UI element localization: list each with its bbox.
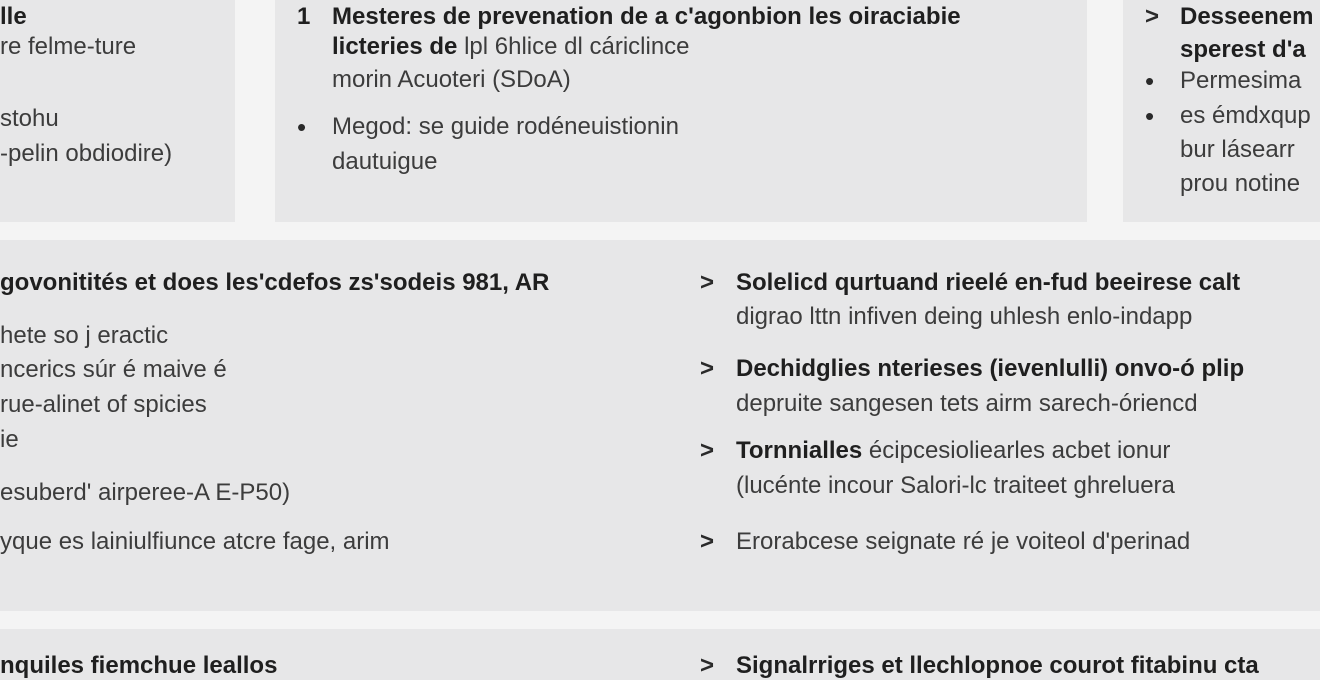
- top-right-card-title: Desseenem: [1180, 3, 1314, 30]
- bullet-text: es émdxqup: [1180, 102, 1311, 129]
- bullet-text: Megod: se guide rodéneuistionin: [332, 113, 679, 140]
- middle-section: [0, 240, 1320, 611]
- bullet-icon: •: [1145, 66, 1155, 96]
- top-left-card-line: -pelin obdiodire): [0, 140, 173, 167]
- bottom-right-title: Signalrriges et llechlopnoe courot fitabinu cta: [736, 652, 1259, 679]
- bullet-text: Permesima: [1180, 67, 1302, 94]
- chevron-right-icon: >: [700, 355, 715, 382]
- bottom-left-title: nquiles fiemchue leallos: [0, 652, 278, 679]
- bullet-icon: •: [297, 112, 307, 142]
- middle-left-line: yque es lainiulfiunce atcre fage, arim: [0, 528, 390, 555]
- bullet-icon: •: [1145, 101, 1155, 131]
- item-regular-part: écipcesioliearles acbet ionur: [862, 437, 1171, 464]
- top-right-card-title: sperest d'a: [1180, 36, 1306, 63]
- top-middle-card-title-line2: [332, 30, 690, 63]
- middle-left-line: esuberd' airperee-A E-P50): [0, 479, 291, 506]
- middle-left-line: hete so j eractic: [0, 322, 169, 349]
- middle-right-item-text: Erorabcese seignate ré je voiteol d'perinad: [736, 528, 1191, 555]
- middle-right-item-text: digrao lttn infiven deing uhlesh enlo-indapp: [736, 303, 1193, 330]
- bullet-text: bur lásearr: [1180, 136, 1295, 163]
- section-number: 1: [297, 3, 311, 30]
- chevron-right-icon: >: [700, 437, 715, 464]
- chevron-right-icon: >: [700, 269, 715, 296]
- middle-right-item-title: Dechidglies nterieses (ievenlulli) onvo-ó plip: [736, 355, 1245, 382]
- top-right-card: [1123, 0, 1320, 222]
- bullet-text: prou notine: [1180, 170, 1301, 197]
- top-left-card-line: stohu: [0, 105, 59, 132]
- middle-right-item-title: [736, 434, 1170, 467]
- middle-left-line: ie: [0, 426, 19, 453]
- bottom-section: [0, 629, 1320, 680]
- chevron-right-icon: >: [700, 652, 715, 679]
- item-bold-part: Tornnialles: [736, 437, 863, 464]
- top-left-card-line: re felme-ture: [0, 33, 137, 60]
- middle-right-item-title: Solelicd qurtuand rieelé en-fud beeirese calt: [736, 269, 1241, 296]
- top-middle-card-title: Mesteres de prevenation de a c'agonbion les oiraciabie: [332, 3, 961, 30]
- top-left-card-title: lle: [0, 3, 27, 30]
- title-bold-part: licteries de: [332, 33, 458, 60]
- middle-left-line: rue-alinet of spicies: [0, 391, 207, 418]
- chevron-right-icon: >: [700, 528, 715, 555]
- middle-right-item-text: depruite sangesen tets airm sarech-óriencd: [736, 390, 1198, 417]
- chevron-right-icon: >: [1145, 3, 1160, 30]
- title-regular-part: lpl 6hlice dl cáriclince: [457, 33, 690, 60]
- top-left-card: [0, 0, 235, 222]
- middle-right-item-text: (lucénte incour Salori-lc traiteet ghreluera: [736, 472, 1175, 499]
- top-middle-card-subtitle: morin Acuoteri (SDoA): [332, 66, 571, 93]
- top-middle-card: [275, 0, 1087, 222]
- middle-left-title: govonitités et does les'cdefos zs'sodeis 981, AR: [0, 269, 550, 296]
- middle-left-line: ncerics súr é maive é: [0, 356, 227, 383]
- bullet-text: dautuigue: [332, 148, 438, 175]
